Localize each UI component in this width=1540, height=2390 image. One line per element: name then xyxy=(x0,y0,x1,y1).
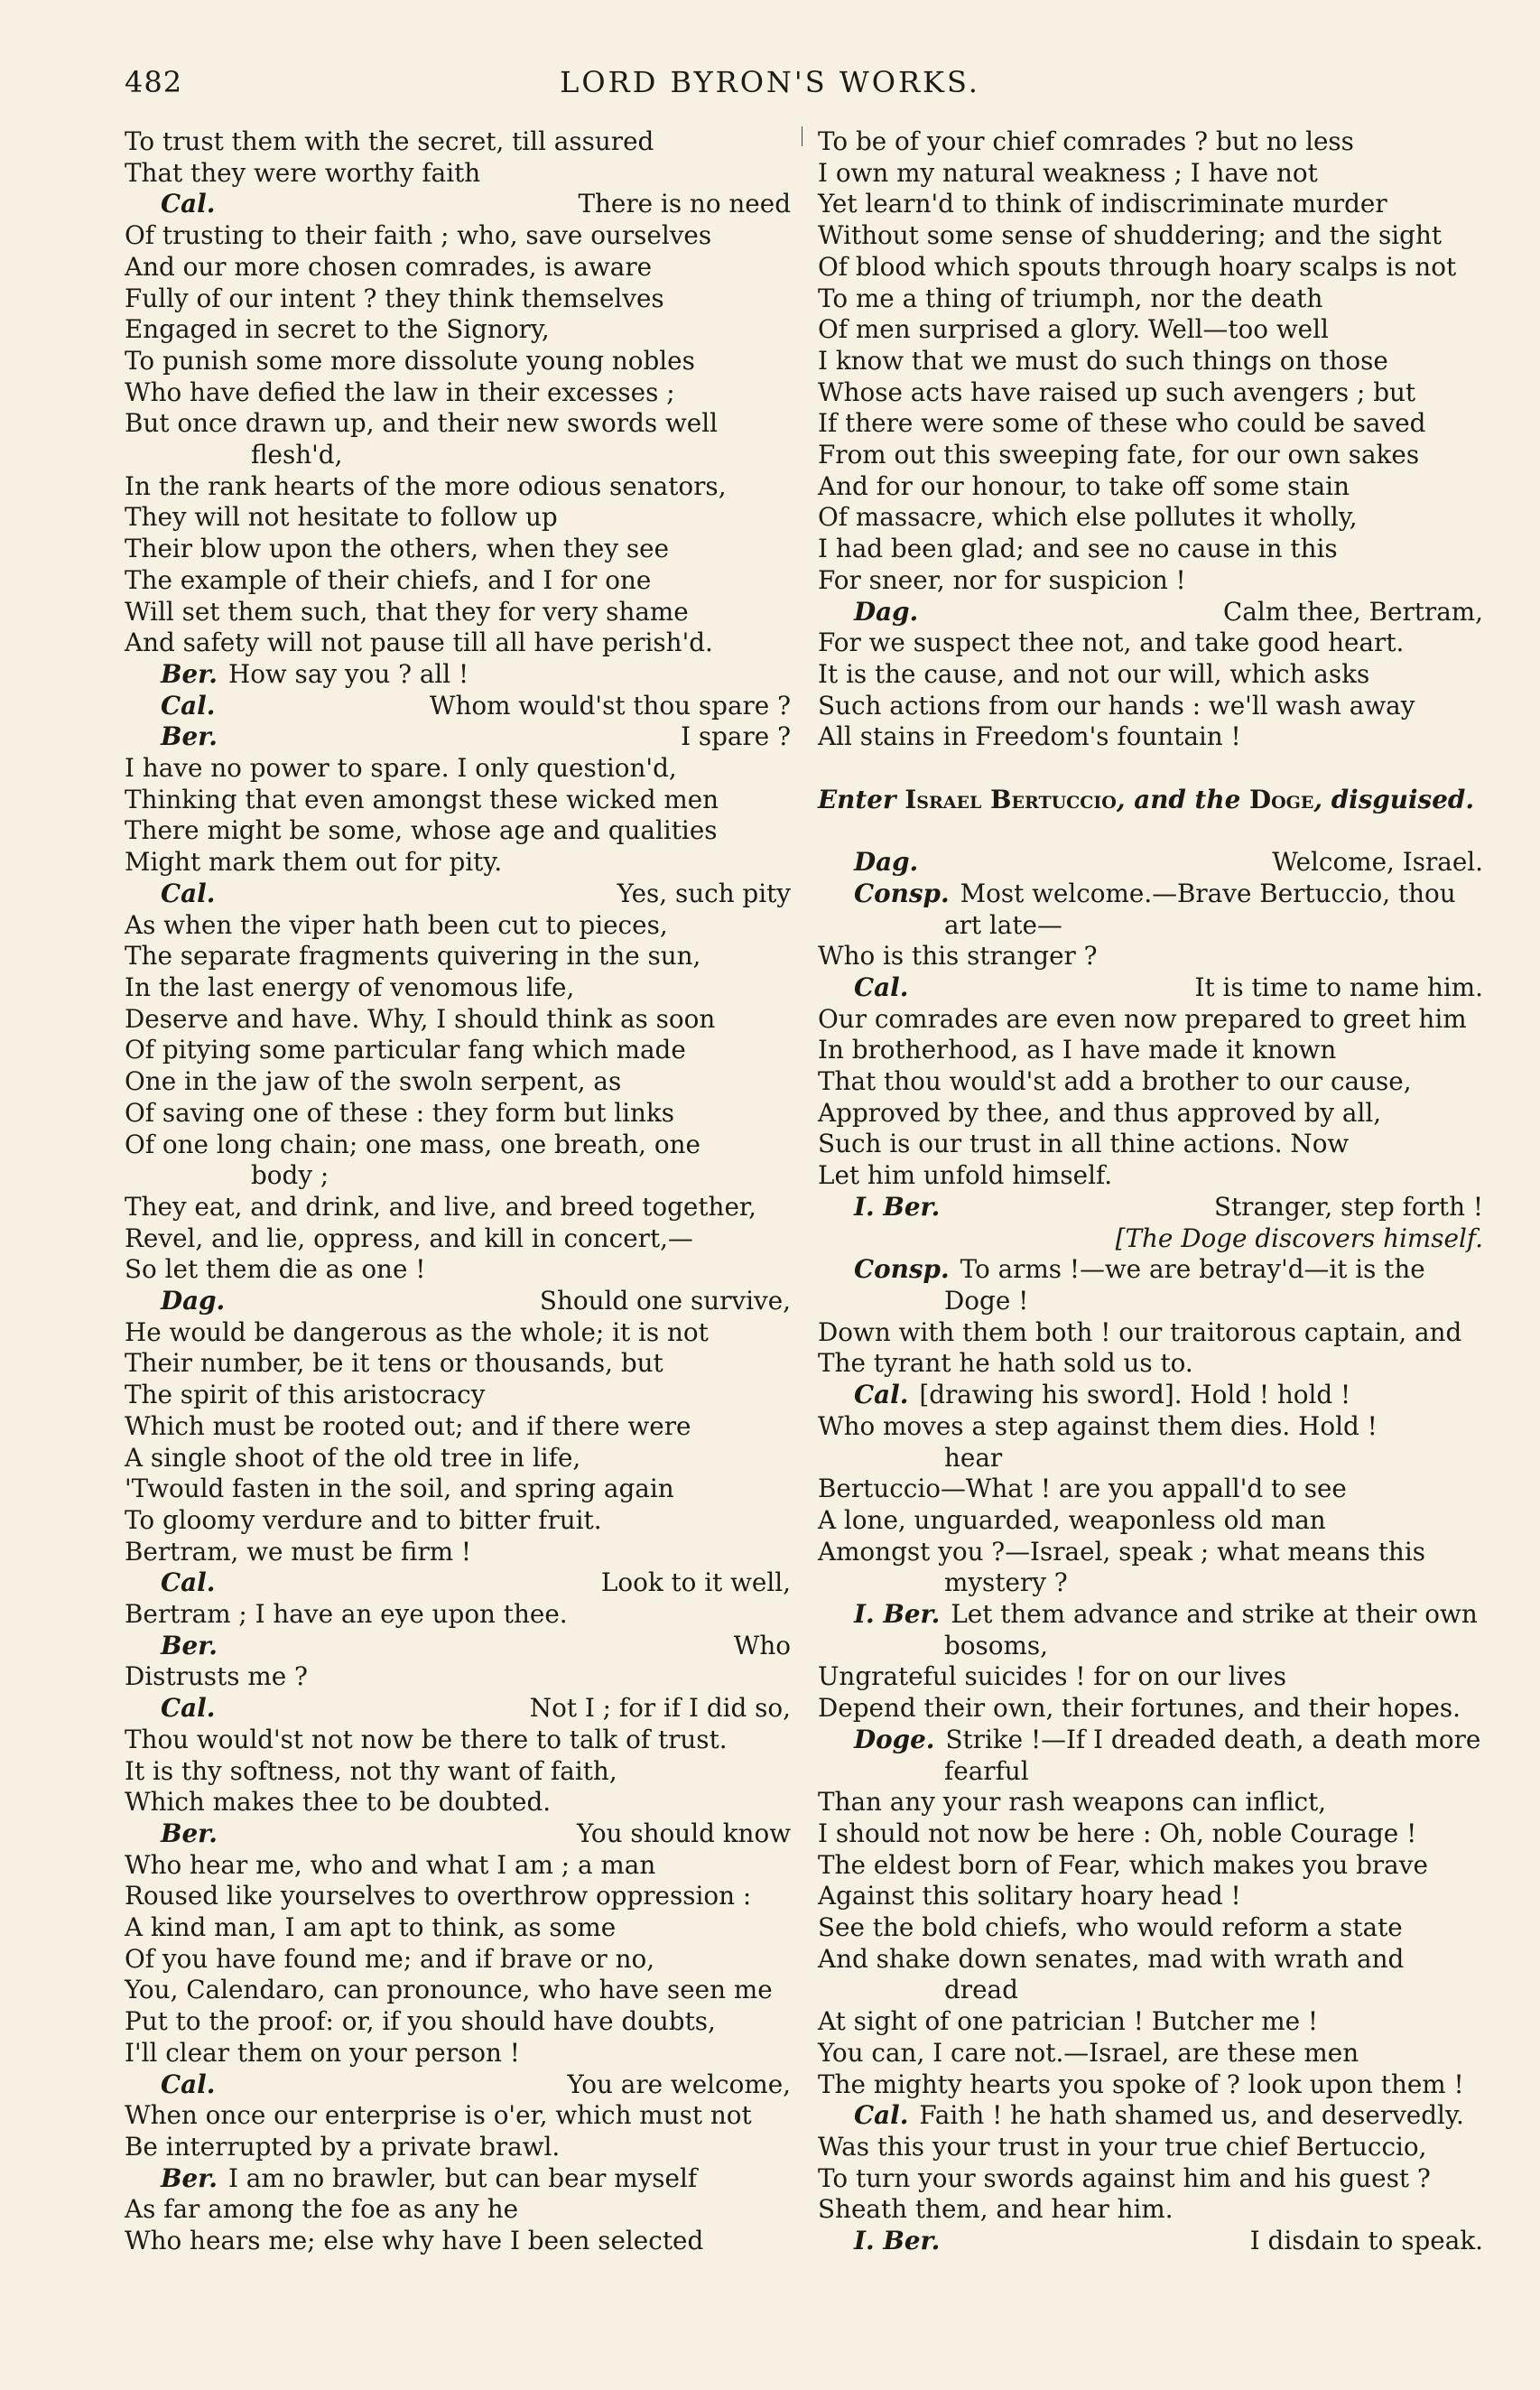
line-text: [drawing his sword]. Hold ! hold ! xyxy=(919,1380,1351,1410)
speech-line xyxy=(818,1725,1483,1756)
page-number: 482 xyxy=(125,65,183,99)
verse-line: Who have defied the law in their excesses ; xyxy=(125,377,675,407)
speaker-name: Dag. xyxy=(854,596,919,627)
verse-line: You, Calendaro, can pronounce, who have seen me xyxy=(125,1975,773,2005)
line-text: You should know xyxy=(576,1818,791,1848)
speaker-name: I. Ber. xyxy=(854,1599,941,1630)
verse-line: As when the viper hath been cut to pieces, xyxy=(125,909,668,940)
speech-line xyxy=(818,879,1483,910)
verse-line: Distrusts me ? xyxy=(125,1661,308,1692)
speech-line xyxy=(125,1286,791,1317)
verse-line: flesh'd, xyxy=(251,440,343,470)
speech-line xyxy=(125,1567,791,1599)
verse-line: In brotherhood, as I have made it known xyxy=(818,1035,1337,1065)
line-text: Stranger, step forth ! xyxy=(1213,1191,1483,1222)
verse-line: They eat, and drink, and live, and breed together, xyxy=(125,1191,756,1222)
verse-line: All stains in Freedom's fountain ! xyxy=(818,721,1241,752)
speaker-name: Ber. xyxy=(161,1818,218,1848)
verse-line: The example of their chiefs, and I for one xyxy=(125,564,652,595)
speaker-name: Cal. xyxy=(161,2069,216,2099)
verse-line: 'Twould fasten in the soil, and spring again xyxy=(125,1474,674,1504)
verse-line: A single shoot of the old tree in life, xyxy=(125,1442,581,1473)
verse-line: Who moves a step against them dies. Hold ! xyxy=(818,1410,1378,1441)
line-text: Look to it well, xyxy=(600,1567,791,1598)
speaker-name: Cal. xyxy=(161,690,216,721)
verse-line: Of massacre, which else pollutes it wholly, xyxy=(818,502,1358,533)
verse-line: fearful xyxy=(944,1755,1029,1786)
speech-line xyxy=(125,879,791,910)
verse-line: Bertuccio—What ! are you appall'd to see xyxy=(818,1474,1347,1504)
verse-line: I know that we must do such things on those xyxy=(818,345,1388,376)
line-text: Who xyxy=(733,1630,791,1660)
verse-line: Engaged in secret to the Signory, xyxy=(125,314,550,345)
page-header xyxy=(0,56,1540,110)
speaker-name: Consp. xyxy=(854,1254,950,1285)
speaker-name: Cal. xyxy=(854,972,909,1002)
verse-line: So let them die as one ! xyxy=(125,1254,426,1285)
line-text: Yes, such pity xyxy=(617,878,791,908)
stage-direction: [The Doge discovers himself. xyxy=(1115,1223,1483,1253)
speaker-name: Ber. xyxy=(161,721,218,752)
verse-line: dread xyxy=(944,1975,1018,2005)
speaker-name: I. Ber. xyxy=(854,2226,941,2256)
line-text: It is time to name him. xyxy=(1194,972,1483,1002)
speaker-name: Cal. xyxy=(161,878,216,908)
verse-line: A kind man, I am apt to think, as some xyxy=(125,1912,617,1943)
verse-line: Of saving one of these : they form but links xyxy=(125,1097,674,1128)
verse-line: Yet learn'd to think of indiscriminate murder xyxy=(818,189,1387,219)
speech-line xyxy=(125,1818,791,1850)
verse-line: At sight of one patrician ! Butcher me ! xyxy=(818,2006,1319,2037)
right-column xyxy=(818,126,1483,2257)
verse-line: To me a thing of triumph, nor the death xyxy=(818,283,1323,313)
line-text: There is no need xyxy=(578,189,791,219)
verse-line: To trust them with the secret, till assured xyxy=(125,126,654,156)
line-text: Welcome, Israel. xyxy=(1272,847,1483,878)
verse-line: I should not now be here : Oh, noble Courage ! xyxy=(818,1818,1417,1848)
verse-line: Of you have found me; and if brave or no, xyxy=(125,1943,655,1974)
character-name: Israel Bertuccio xyxy=(905,784,1117,814)
verse-line: Roused like yourselves to overthrow oppression : xyxy=(125,1881,752,1911)
line-text: Most welcome.—Brave Bertuccio, thou xyxy=(960,878,1456,908)
speech-line xyxy=(125,2163,791,2195)
verse-line: Fully of our intent ? they think themselves xyxy=(125,283,664,313)
verse-line: See the bold chiefs, who would reform a state xyxy=(818,1912,1403,1943)
verse-line: I have no power to spare. I only question'd, xyxy=(125,753,677,784)
left-column xyxy=(125,126,791,2257)
speaker-name: Ber. xyxy=(161,658,218,689)
line-text: I am no brawler, but can bear myself xyxy=(227,2162,698,2193)
speech-line xyxy=(125,1693,791,1725)
verse-line: And shake down senates, mad with wrath and xyxy=(818,1943,1405,1974)
verse-line: Was this your trust in your true chief Bertuccio, xyxy=(818,2131,1427,2162)
verse-line: Such is our trust in all thine actions. Now xyxy=(818,1129,1350,1159)
verse-line: Thinking that even amongst these wicked men xyxy=(125,784,719,814)
verse-line: In the last energy of venomous life, xyxy=(125,972,575,1002)
speaker-name: Cal. xyxy=(161,1567,216,1598)
verse-line: Than any your rash weapons can inflict, xyxy=(818,1787,1327,1818)
verse-line: Be interrupted by a private brawl. xyxy=(125,2132,561,2162)
speaker-name: Cal. xyxy=(161,1693,216,1724)
speech-line xyxy=(125,659,791,691)
verse-line: That they were worthy faith xyxy=(125,157,481,188)
verse-line: One in the jaw of the swoln serpent, as xyxy=(125,1066,622,1097)
verse-line: There might be some, whose age and qualities xyxy=(125,815,718,846)
line-text: Strike !—If I dreaded death, a death more xyxy=(945,1724,1481,1754)
verse-line: The eldest born of Fear, which makes you brave xyxy=(818,1849,1428,1880)
verse-line: hear xyxy=(944,1442,1003,1473)
verse-line: Whose acts have raised up such avengers ; but xyxy=(818,377,1416,407)
speaker-name: Dag. xyxy=(161,1286,226,1316)
verse-line: It is thy softness, not thy want of faith, xyxy=(125,1755,617,1786)
speech-line xyxy=(125,691,791,722)
speaker-name: Cal. xyxy=(161,189,216,219)
verse-line: bosoms, xyxy=(944,1630,1048,1660)
verse-line: As far among the foe as any he xyxy=(125,2194,519,2225)
verse-line: For we suspect thee not, and take good heart. xyxy=(818,628,1405,658)
line-text: Calm thee, Bertram, xyxy=(1223,596,1483,627)
line-text: To arms !—we are betray'd—it is the xyxy=(960,1254,1425,1285)
verse-line: To turn your swords against him and his guest ? xyxy=(818,2162,1431,2193)
verse-line: Which must be rooted out; and if there were xyxy=(125,1410,691,1441)
verse-line: It is the cause, and not our will, which asks xyxy=(818,658,1370,689)
line-text: I disdain to speak. xyxy=(1249,2226,1483,2256)
speech-line xyxy=(818,597,1483,628)
verse-line: When once our enterprise is o'er, which must not xyxy=(125,2100,752,2131)
speech-line xyxy=(125,189,791,220)
speech-line xyxy=(818,1599,1483,1631)
verse-line: From out this sweeping fate, for our own sakes xyxy=(818,440,1420,470)
verse-line: A lone, unguarded, weaponless old man xyxy=(818,1504,1326,1535)
verse-line: The mighty hearts you spoke of ? look upon them ! xyxy=(818,2069,1464,2099)
blank-line xyxy=(818,815,1483,847)
verse-line: Of blood which spouts through hoary scalps is not xyxy=(818,251,1457,282)
line-text: How say you ? all ! xyxy=(227,658,469,689)
speech-line xyxy=(818,2226,1483,2257)
verse-line: I'll clear them on your person ! xyxy=(125,2037,520,2068)
verse-line: Depend their own, their fortunes, and their hopes. xyxy=(818,1693,1461,1724)
verse-line: And our more chosen comrades, is aware xyxy=(125,251,653,282)
verse-line: The spirit of this aristocracy xyxy=(125,1380,486,1410)
speaker-name: Ber. xyxy=(161,1630,218,1660)
speaker-name: Doge. xyxy=(854,1724,935,1754)
line-text: I spare ? xyxy=(681,721,791,752)
verse-line: Without some sense of shuddering; and the sight xyxy=(818,220,1443,251)
verse-line: Our comrades are even now prepared to greet him xyxy=(818,1003,1467,1034)
speech-line xyxy=(125,1631,791,1662)
verse-line: Which makes thee to be doubted. xyxy=(125,1787,552,1818)
line-text: Should one survive, xyxy=(539,1286,791,1316)
speech-line xyxy=(818,2100,1483,2132)
entry-word: Enter xyxy=(818,784,905,814)
verse-line: Down with them both ! our traitorous captain, and xyxy=(818,1316,1462,1347)
verse-line: He would be dangerous as the whole; it is not xyxy=(125,1316,709,1347)
verse-line: To gloomy verdure and to bitter fruit. xyxy=(125,1504,602,1535)
line-text: You are welcome, xyxy=(567,2069,791,2099)
speech-line xyxy=(818,847,1483,879)
line-text: Let them advance and strike at their own xyxy=(951,1599,1478,1630)
verse-line: Against this solitary hoary head ! xyxy=(818,1881,1241,1911)
verse-line: Let him unfold himself. xyxy=(818,1160,1113,1191)
verse-line: I own my natural weakness ; I have not xyxy=(818,157,1318,188)
verse-line: art late— xyxy=(944,909,1062,940)
speech-line xyxy=(818,972,1483,1004)
verse-line: Approved by thee, and thus approved by all, xyxy=(818,1097,1382,1128)
verse-line: Of pitying some particular fang which made xyxy=(125,1035,686,1065)
speech-line xyxy=(125,2069,791,2101)
verse-line: Who hears me; else why have I been selected xyxy=(125,2226,704,2256)
verse-line: Their number, be it tens or thousands, but xyxy=(125,1348,663,1379)
verse-line: Doge ! xyxy=(944,1285,1029,1316)
verse-line: Amongst you ?—Israel, speak ; what means this xyxy=(818,1536,1425,1567)
speaker-name: Consp. xyxy=(854,878,950,908)
speaker-name: Cal. xyxy=(854,2100,909,2131)
verse-line: Bertram ; I have an eye upon thee. xyxy=(125,1599,568,1630)
verse-line: Thou would'st not now be there to talk of trust. xyxy=(125,1724,728,1754)
verse-line: To punish some more dissolute young nobles xyxy=(125,345,695,376)
verse-line: Put to the proof: or, if you should have doubts, xyxy=(125,2006,716,2037)
verse-line: Their blow upon the others, when they see xyxy=(125,534,670,564)
verse-line: Who is this stranger ? xyxy=(818,941,1098,972)
verse-line: The separate fragments quivering in the sun, xyxy=(125,941,701,972)
verse-line: You can, I care not.—Israel, are these men xyxy=(818,2037,1359,2068)
character-name: Doge xyxy=(1248,784,1314,814)
verse-line: To be of your chief comrades ? but no less xyxy=(818,126,1354,156)
verse-line: Such actions from our hands : we'll wash away xyxy=(818,690,1415,721)
verse-line: Revel, and lie, oppress, and kill in concert,— xyxy=(125,1223,693,1253)
verse-line: The tyrant he hath sold us to. xyxy=(818,1348,1193,1379)
speaker-name: I. Ber. xyxy=(854,1191,941,1222)
verse-line: mystery ? xyxy=(944,1567,1068,1598)
speech-line xyxy=(125,721,791,753)
verse-line: But once drawn up, and their new swords well xyxy=(125,408,719,439)
verse-line: If there were some of these who could be saved xyxy=(818,408,1426,439)
blank-line xyxy=(818,753,1483,785)
running-title: LORD BYRON'S WORKS. xyxy=(560,65,980,99)
verse-line: And safety will not pause till all have perish'd. xyxy=(125,628,713,658)
speaker-name: Ber. xyxy=(161,2162,218,2193)
verse-line: Of one long chain; one mass, one breath, one xyxy=(125,1129,700,1159)
verse-line: Ungrateful suicides ! for on our lives xyxy=(818,1661,1286,1692)
line-text: Faith ! he hath shamed us, and deservedly. xyxy=(919,2100,1464,2131)
speech-line xyxy=(818,1380,1483,1411)
speaker-name: Cal. xyxy=(854,1380,909,1410)
speech-line xyxy=(818,1254,1483,1286)
verse-line: body ; xyxy=(251,1160,329,1191)
verse-line: They will not hesitate to follow up xyxy=(125,502,558,533)
line-text: Not I ; for if I did so, xyxy=(529,1693,791,1724)
verse-line: That thou would'st add a brother to our cause, xyxy=(818,1066,1412,1097)
verse-line: And for our honour, to take off some stain xyxy=(818,470,1350,501)
verse-line: Of trusting to their faith ; who, save ourselves xyxy=(125,220,712,251)
speech-line xyxy=(818,1192,1483,1223)
speaker-name: Dag. xyxy=(854,847,919,878)
line-text: Whom would'st thou spare ? xyxy=(429,690,791,721)
verse-line: Bertram, we must be firm ! xyxy=(125,1536,472,1567)
verse-line: In the rank hearts of the more odious senators, xyxy=(125,470,727,501)
verse-line: Might mark them out for pity. xyxy=(125,847,503,878)
verse-line: Deserve and have. Why, I should think as soon xyxy=(125,1003,716,1034)
verse-line: Who hear me, who and what I am ; a man xyxy=(125,1849,656,1880)
verse-line: I had been glad; and see no cause in this xyxy=(818,534,1338,564)
stage-entry xyxy=(818,785,1483,816)
verse-line: Will set them such, that they for very shame xyxy=(125,596,689,627)
entry-word: , and the xyxy=(1116,784,1249,814)
entry-word: , disguised. xyxy=(1313,784,1474,814)
verse-line: For sneer, nor for suspicion ! xyxy=(818,564,1186,595)
verse-line: Of men surprised a glory. Well—too well xyxy=(818,314,1329,345)
verse-line: Sheath them, and hear him. xyxy=(818,2194,1174,2225)
